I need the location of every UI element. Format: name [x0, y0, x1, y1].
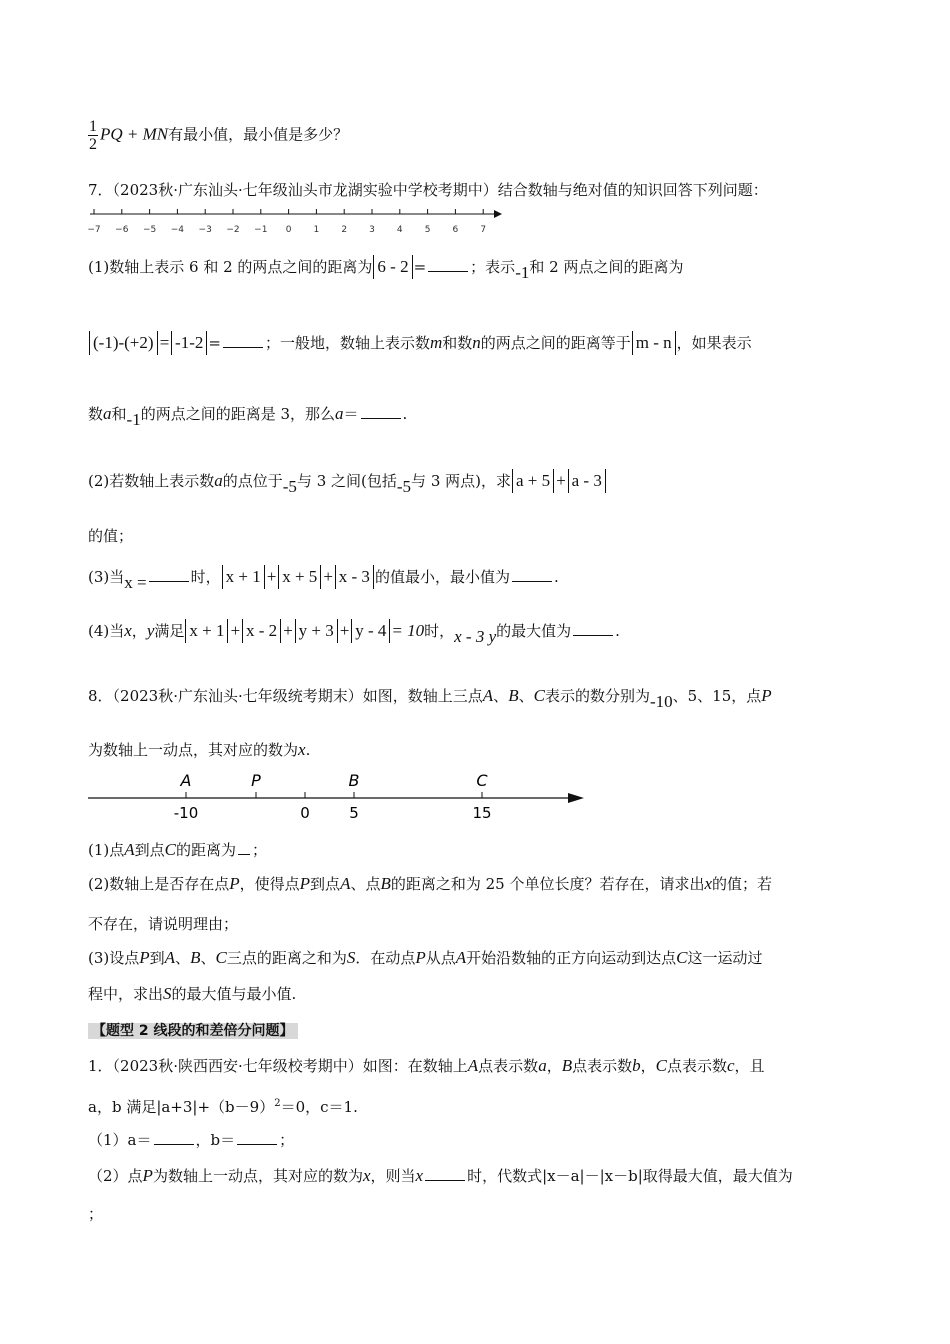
q7-part3: (3)当x = 时， x + 1 + x + 5 + x - 3 的值最小，最小值为 .	[88, 567, 559, 592]
s1-part2-line1: （2）点P为数轴上一动点，其对应的数为x，则当x 时，代数式|x－a|－|x－b|取得最大值，最大值为	[88, 1166, 793, 1185]
abs-x-plus-1: x + 1	[185, 619, 228, 643]
q7-axis-svg	[86, 204, 506, 238]
s1-part2-line2: ；	[88, 1205, 104, 1223]
q7-tick-label: 5	[424, 225, 431, 235]
q8-value-label: 15	[472, 804, 492, 822]
q8-part3-line1: (3)设点P到A、B、C三点的距离之和为S．在动点P从点A开始沿数轴的正方向运动到达点C这一运动过	[88, 948, 763, 967]
q8-number-line	[86, 766, 596, 826]
q7-tick-label: 7	[480, 225, 487, 235]
abs-x-minus-3: x - 3	[335, 565, 374, 589]
s1-line1: 1．（2023秋·陕西西安·七年级校考期中）如图：在数轴上A点表示数a，B点表示数b，C点表示数c，且	[88, 1056, 765, 1075]
answer-blank[interactable]	[237, 1130, 277, 1145]
section-title: 【题型 2 线段的和差倍分问题】	[88, 1023, 298, 1039]
q8-part1: (1)点A到点C的距离为 ；	[88, 840, 268, 859]
abs-neg1-2: -1-2	[171, 331, 207, 355]
q7-number-line	[86, 204, 506, 238]
q7-tick-label: −7	[87, 225, 101, 235]
q7-part1-line3: 数a和-1的两点之间的距离是 3，那么a＝ .	[88, 404, 408, 429]
abs-m-n: m - n	[632, 331, 676, 355]
q7-tick-label: −4	[170, 225, 185, 235]
abs-6-2: 6 - 2	[373, 255, 412, 279]
answer-blank[interactable]	[512, 567, 552, 582]
q7-tick-label: −3	[198, 225, 212, 235]
q8-point-label: C	[476, 771, 488, 790]
abs-x-minus-2: x - 2	[242, 619, 281, 643]
fraction-half: $\frac{1}{2}$	[89, 118, 97, 153]
q8-line1: 8．（2023秋·广东汕头·七年级统考期末）如图，数轴上三点A、B、C表示的数分别为-10、5、15，点P	[88, 686, 772, 711]
abs-y-minus-4: y - 4	[351, 619, 390, 643]
s1-part1: （1）a＝ ，b＝ ；	[88, 1131, 295, 1149]
q8-value-label: 0	[300, 804, 310, 822]
q7-tick-label: 2	[341, 225, 348, 235]
answer-blank[interactable]	[573, 621, 613, 636]
abs-x-plus-5: x + 5	[278, 565, 321, 589]
answer-blank[interactable]	[154, 1130, 194, 1145]
q7-title: 7．（2023秋·广东汕头·七年级汕头市龙湖实验中学校考期中）结合数轴与绝对值的知识回答下列问题：	[88, 181, 768, 199]
q8-value-label: 5	[349, 804, 359, 822]
q7-tick-label: 1	[313, 225, 320, 235]
abs-x-plus-1: x + 1	[222, 565, 265, 589]
top-fragment: $\frac{1}{2}$ PQ + MN有最小值，最小值是多少？	[89, 118, 349, 153]
answer-blank[interactable]	[223, 333, 263, 348]
answer-blank[interactable]	[149, 567, 189, 582]
q8-part2-line2: 不存在，请说明理由；	[88, 915, 239, 933]
section-header	[88, 1020, 298, 1041]
q7-tick-label: −6	[115, 225, 129, 235]
answer-blank[interactable]	[238, 840, 250, 855]
q8-line2: 为数轴上一动点，其对应的数为x.	[88, 740, 311, 759]
abs-a-minus-3: a - 3	[568, 469, 606, 493]
q8-part2-line1: (2)数轴上是否存在点P，使得点P到点A、点B的距离之和为 25 个单位长度？若存在，请求出x的值；若	[88, 874, 773, 893]
q7-part4: (4)当x，y满足 x + 1 + x - 2 + y + 3 + y - 4 = 10时，x - 3 y的最大值为 .	[88, 621, 620, 646]
q7-tick-label: 6	[452, 225, 459, 235]
q8-point-label: B	[348, 771, 360, 790]
q7-tick-label: 4	[396, 225, 403, 235]
answer-blank[interactable]	[428, 257, 468, 272]
q8-point-label: P	[251, 771, 261, 790]
abs-neg1-plus2: (-1)-(+2)	[89, 331, 158, 355]
q7-part1-line1: (1)数轴上表示 6 和 2 的两点之间的距离为 6 - 2 = ；表示-1和 2 两点之间的距离为	[88, 257, 684, 282]
q7-part1-line2: (-1)-(+2) = -1-2 = ；一般地，数轴上表示数m和数n的两点之间的距离等于 m - n ，如果表示	[88, 327, 752, 359]
answer-blank[interactable]	[425, 1166, 465, 1181]
q7-part2-line2: 的值；	[88, 527, 134, 545]
abs-a-plus-5: a + 5	[512, 469, 554, 493]
q8-axis-svg	[86, 766, 596, 826]
q7-tick-label: 3	[369, 225, 375, 235]
answer-blank[interactable]	[361, 404, 401, 419]
q7-tick-label: −5	[142, 225, 157, 235]
q8-axis-arrow	[568, 793, 584, 803]
q7-tick-label: −1	[254, 225, 268, 235]
abs-y-plus-3: y + 3	[295, 619, 338, 643]
s1-line2: a，b 满足$|a+3|+(b-9)^2=0$，c＝1.	[88, 1098, 358, 1116]
q8-part3-line2: 程中，求出S的最大值与最小值.	[88, 984, 297, 1003]
q7-part2-line1: (2)若数轴上表示数a的点位于-5与 3 之间(包括-5与 3 两点)，求 a + 5 + a - 3	[88, 466, 607, 496]
q7-tick-label: −2	[226, 225, 240, 235]
q7-tick-label: 0	[285, 225, 292, 235]
q8-value-label: -10	[173, 804, 199, 822]
q8-point-label: A	[180, 771, 192, 790]
q7-axis-arrow	[494, 210, 502, 218]
